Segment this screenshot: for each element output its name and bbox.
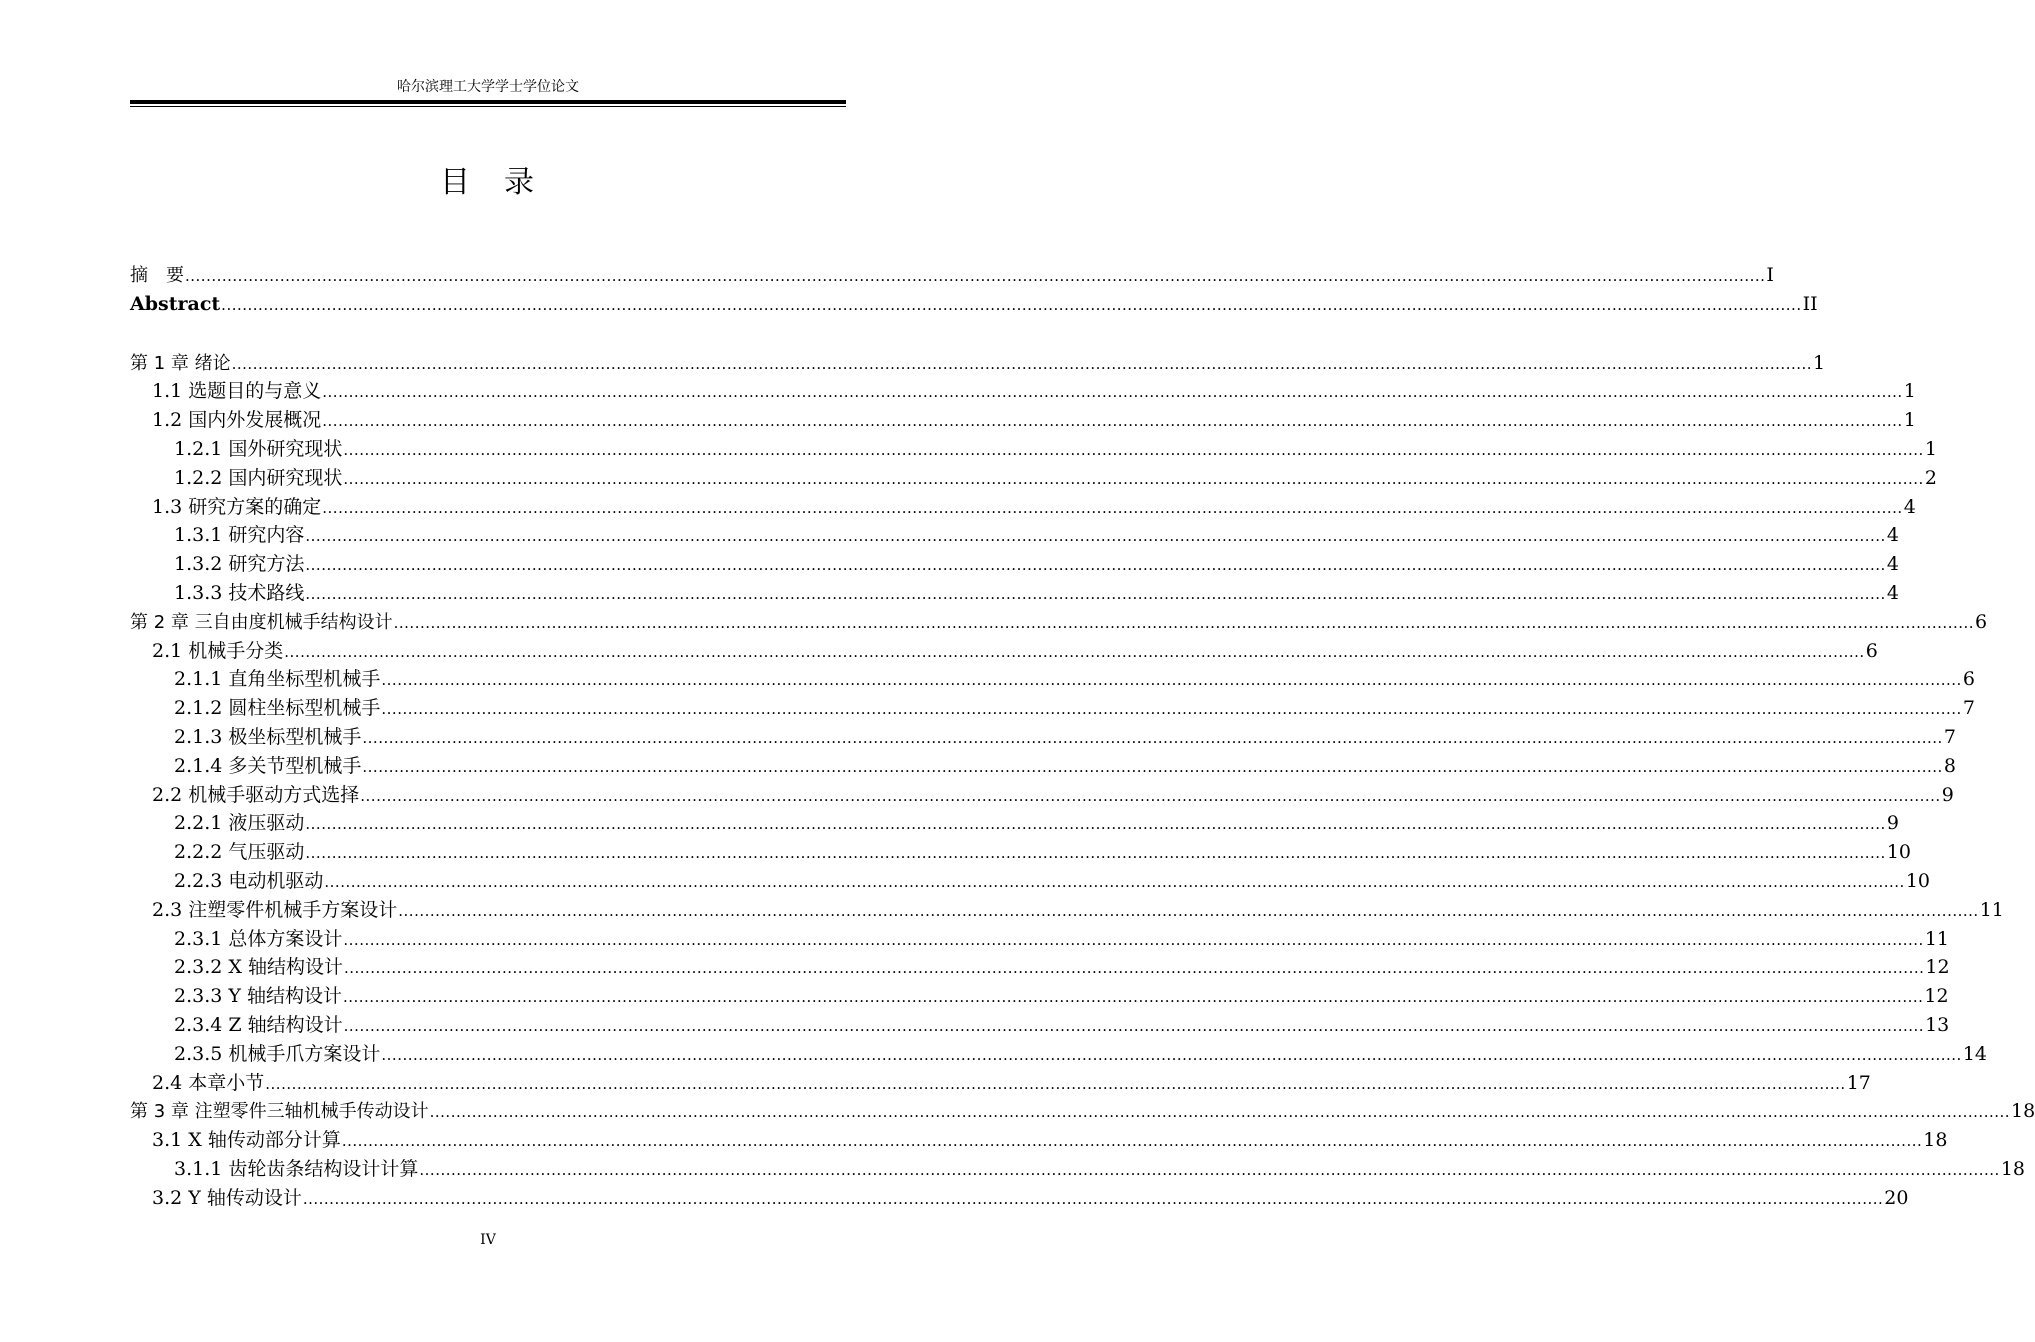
toc-entry[interactable] [130,781,1954,810]
dot-leader: ............................................................................................................................................................................................................................................................................................................ [185,267,1766,285]
toc-entry-label: 1.3.2 研究方法 [174,553,305,576]
toc-entry-page: 9 [1886,812,1899,835]
toc-entry-label: 2.3.1 总体方案设计 [174,927,343,950]
toc-entry-label: 2.3.5 机械手爪方案设计 [174,1042,381,1065]
toc-entry-label: 2.3.2 X 轴结构设计 [174,956,343,979]
toc-entry-page: 8 [1943,754,1956,777]
toc-entry-label: 1.1 选题目的与意义 [152,380,322,403]
toc-entry-label: 2.1.4 多关节型机械手 [174,754,362,777]
toc-entry[interactable] [130,1097,2035,1126]
toc-entry[interactable] [130,867,1930,896]
dot-leader: ............................................................................................................................................................................................................................................................................................................ [322,498,1903,517]
toc-entry-label: 2.2.1 液压驱动 [174,812,305,835]
dot-leader: ............................................................................................................................................................................................................................................................................................................ [322,383,1903,402]
dot-leader: ............................................................................................................................................................................................................................................................................................................ [284,642,1865,661]
toc-entry-page: I [1766,264,1774,286]
toc-entry[interactable] [130,752,1956,781]
dot-leader: ............................................................................................................................................................................................................................................................................................................ [305,556,1886,575]
toc-entry-page: 1 [1903,380,1916,403]
dot-leader: ............................................................................................................................................................................................................................................................................................................ [343,930,1924,949]
toc-entry[interactable] [130,464,1937,493]
chapter-entry-list [130,349,2035,1213]
toc-entry-label: 2.1 机械手分类 [152,639,284,662]
toc-entry-label: 2.4 本章小节 [152,1071,265,1094]
toc-entry-page: 4 [1886,553,1899,576]
toc-entry[interactable] [130,723,1956,752]
toc-entry[interactable] [130,435,1937,464]
header-rule-thin [130,106,846,107]
toc-entry-page: 2 [1924,466,1937,489]
toc-entry-label: 3.2 Y 轴传动设计 [152,1186,302,1209]
toc-entry[interactable] [130,550,1899,579]
toc-entry[interactable] [130,406,1916,435]
dot-leader: ............................................................................................................................................................................................................................................................................................................ [265,1074,1846,1093]
toc-entry-page: 4 [1903,495,1916,518]
toc-entry[interactable] [130,579,1899,608]
toc-entry-page: 14 [1962,1042,1987,1065]
dot-leader: ............................................................................................................................................................................................................................................................................................................ [302,1189,1884,1208]
dot-leader: ............................................................................................................................................................................................................................................................................................................ [419,1160,2000,1179]
toc-entry-label: Abstract [130,292,221,315]
toc-entry[interactable] [130,1155,2025,1184]
toc-entry-page: 13 [1925,1013,1950,1036]
toc-entry[interactable] [130,838,1911,867]
front-matter-list [130,261,1818,319]
toc-spacer [130,319,846,349]
toc-entry[interactable] [130,953,1950,982]
toc-entry[interactable] [130,982,1949,1011]
toc-entry-page: 10 [1886,841,1911,864]
toc-entry-page: 12 [1925,956,1950,979]
toc-entry-label: 2.3.3 Y 轴结构设计 [174,985,342,1008]
dot-leader: ............................................................................................................................................................................................................................................................................................................ [429,1103,2011,1122]
dot-leader: ............................................................................................................................................................................................................................................................................................................ [343,440,1924,459]
toc-entry-page: 11 [1924,927,1949,950]
toc-entry-page: 18 [1923,1129,1948,1152]
toc-entry-label: 3.1 X 轴传动部分计算 [152,1129,341,1152]
toc-entry-label: 1.2.2 国内研究现状 [174,466,343,489]
dot-leader: ............................................................................................................................................................................................................................................................................................................ [324,872,1905,891]
toc-entry-label: 2.3.4 Z 轴结构设计 [174,1013,343,1036]
toc-entry[interactable] [130,665,1975,694]
toc-entry[interactable] [130,694,1975,723]
toc-entry-label: 2.1.2 圆柱坐标型机械手 [174,697,381,720]
toc-entry-label: 1.2.1 国外研究现状 [174,437,343,460]
toc-entry[interactable] [130,1184,1909,1213]
toc-entry-page: 18 [2000,1157,2025,1180]
toc-entry-page: 10 [1905,869,1930,892]
toc-entry-page: 7 [1962,697,1975,720]
toc-entry-page: 6 [1975,610,1988,633]
table-of-contents [130,261,2035,1213]
dot-leader: ............................................................................................................................................................................................................................................................................................................ [341,1132,1923,1151]
toc-entry[interactable] [130,290,1818,319]
toc-entry-label: 第 2 章 三自由度机械手结构设计 [130,611,393,633]
toc-entry-label: 2.2 机械手驱动方式选择 [152,783,360,806]
dot-leader: ............................................................................................................................................................................................................................................................................................................ [343,959,1925,978]
toc-entry-page: 11 [1979,898,2004,921]
dot-leader: ............................................................................................................................................................................................................................................................................................................ [221,295,1802,314]
toc-entry[interactable] [130,925,1949,954]
running-header: 哈尔滨理工大学学士学位论文 [397,79,579,95]
toc-entry-label: 2.3 注塑零件机械手方案设计 [152,898,398,921]
toc-entry-label: 2.1.1 直角坐标型机械手 [174,668,381,691]
toc-entry-label: 1.2 国内外发展概况 [152,409,322,432]
toc-entry-label: 2.1.3 极坐标型机械手 [174,725,362,748]
toc-entry-page: II [1802,292,1818,315]
dot-leader: ............................................................................................................................................................................................................................................................................................................ [342,988,1924,1007]
toc-entry[interactable] [130,1069,1871,1098]
toc-entry-label: 2.2.3 电动机驱动 [174,869,324,892]
dot-leader: ............................................................................................................................................................................................................................................................................................................ [381,700,1962,719]
toc-entry-page: 20 [1884,1186,1909,1209]
toc-entry-label: 第 1 章 绪论 [130,352,231,374]
dot-leader: ............................................................................................................................................................................................................................................................................................................ [381,1045,1962,1064]
dot-leader: ............................................................................................................................................................................................................................................................................................................ [305,815,1886,834]
toc-entry-page: 4 [1886,524,1899,547]
toc-entry[interactable] [130,637,1878,666]
toc-entry-page: 17 [1846,1071,1871,1094]
dot-leader: ............................................................................................................................................................................................................................................................................................................ [305,584,1886,603]
dot-leader: ............................................................................................................................................................................................................................................................................................................ [381,671,1962,690]
dot-leader: ............................................................................................................................................................................................................................................................................................................ [322,412,1903,431]
toc-entry-page: 4 [1886,581,1899,604]
toc-entry-page: 1 [1903,409,1916,432]
dot-leader: ............................................................................................................................................................................................................................................................................................................ [362,757,1943,776]
toc-entry-page: 6 [1865,639,1878,662]
dot-leader: ............................................................................................................................................................................................................................................................................................................ [360,786,1941,805]
toc-entry-page: 1 [1813,351,1826,374]
toc-entry-label: 3.1.1 齿轮齿条结构设计计算 [174,1157,419,1180]
toc-entry-page: 12 [1924,985,1949,1008]
toc-entry[interactable] [130,261,1774,290]
toc-entry-page: 1 [1924,437,1937,460]
toc-entry-page: 9 [1941,783,1954,806]
toc-entry-label: 第 3 章 注塑零件三轴机械手传动设计 [130,1101,429,1123]
toc-entry[interactable] [130,1040,1987,1069]
toc-entry-page: 7 [1943,725,1956,748]
toc-entry[interactable] [130,349,1826,378]
toc-entry[interactable] [130,608,1988,637]
toc-entry-label: 2.2.2 气压驱动 [174,841,305,864]
toc-entry[interactable] [130,1011,1950,1040]
toc-entry[interactable] [130,493,1916,522]
toc-entry-page: 6 [1962,668,1975,691]
toc-entry-label: 1.3.1 研究内容 [174,524,305,547]
page-title: 目 录 [440,165,536,200]
dot-leader: ............................................................................................................................................................................................................................................................................................................ [343,1016,1925,1035]
dot-leader: ............................................................................................................................................................................................................................................................................................................ [305,527,1886,546]
toc-entry-label: 1.3.3 技术路线 [174,581,305,604]
toc-entry-page: 18 [2011,1100,2035,1123]
dot-leader: ............................................................................................................................................................................................................................................................................................................ [305,844,1886,863]
header-rule-thick [130,100,846,104]
dot-leader: ............................................................................................................................................................................................................................................................................................................ [398,901,1979,920]
toc-entry[interactable] [130,1126,1948,1155]
dot-leader: ............................................................................................................................................................................................................................................................................................................ [231,354,1813,373]
toc-entry[interactable] [130,521,1899,550]
dot-leader: ............................................................................................................................................................................................................................................................................................................ [393,613,1975,632]
toc-entry-label: 摘 要 [130,265,184,286]
page-number: IV [480,1232,496,1248]
dot-leader: ............................................................................................................................................................................................................................................................................................................ [343,469,1924,488]
toc-entry[interactable] [130,896,2004,925]
toc-entry[interactable] [130,809,1899,838]
toc-entry[interactable] [130,377,1916,406]
dot-leader: ............................................................................................................................................................................................................................................................................................................ [362,728,1943,747]
toc-entry-label: 1.3 研究方案的确定 [152,495,322,518]
